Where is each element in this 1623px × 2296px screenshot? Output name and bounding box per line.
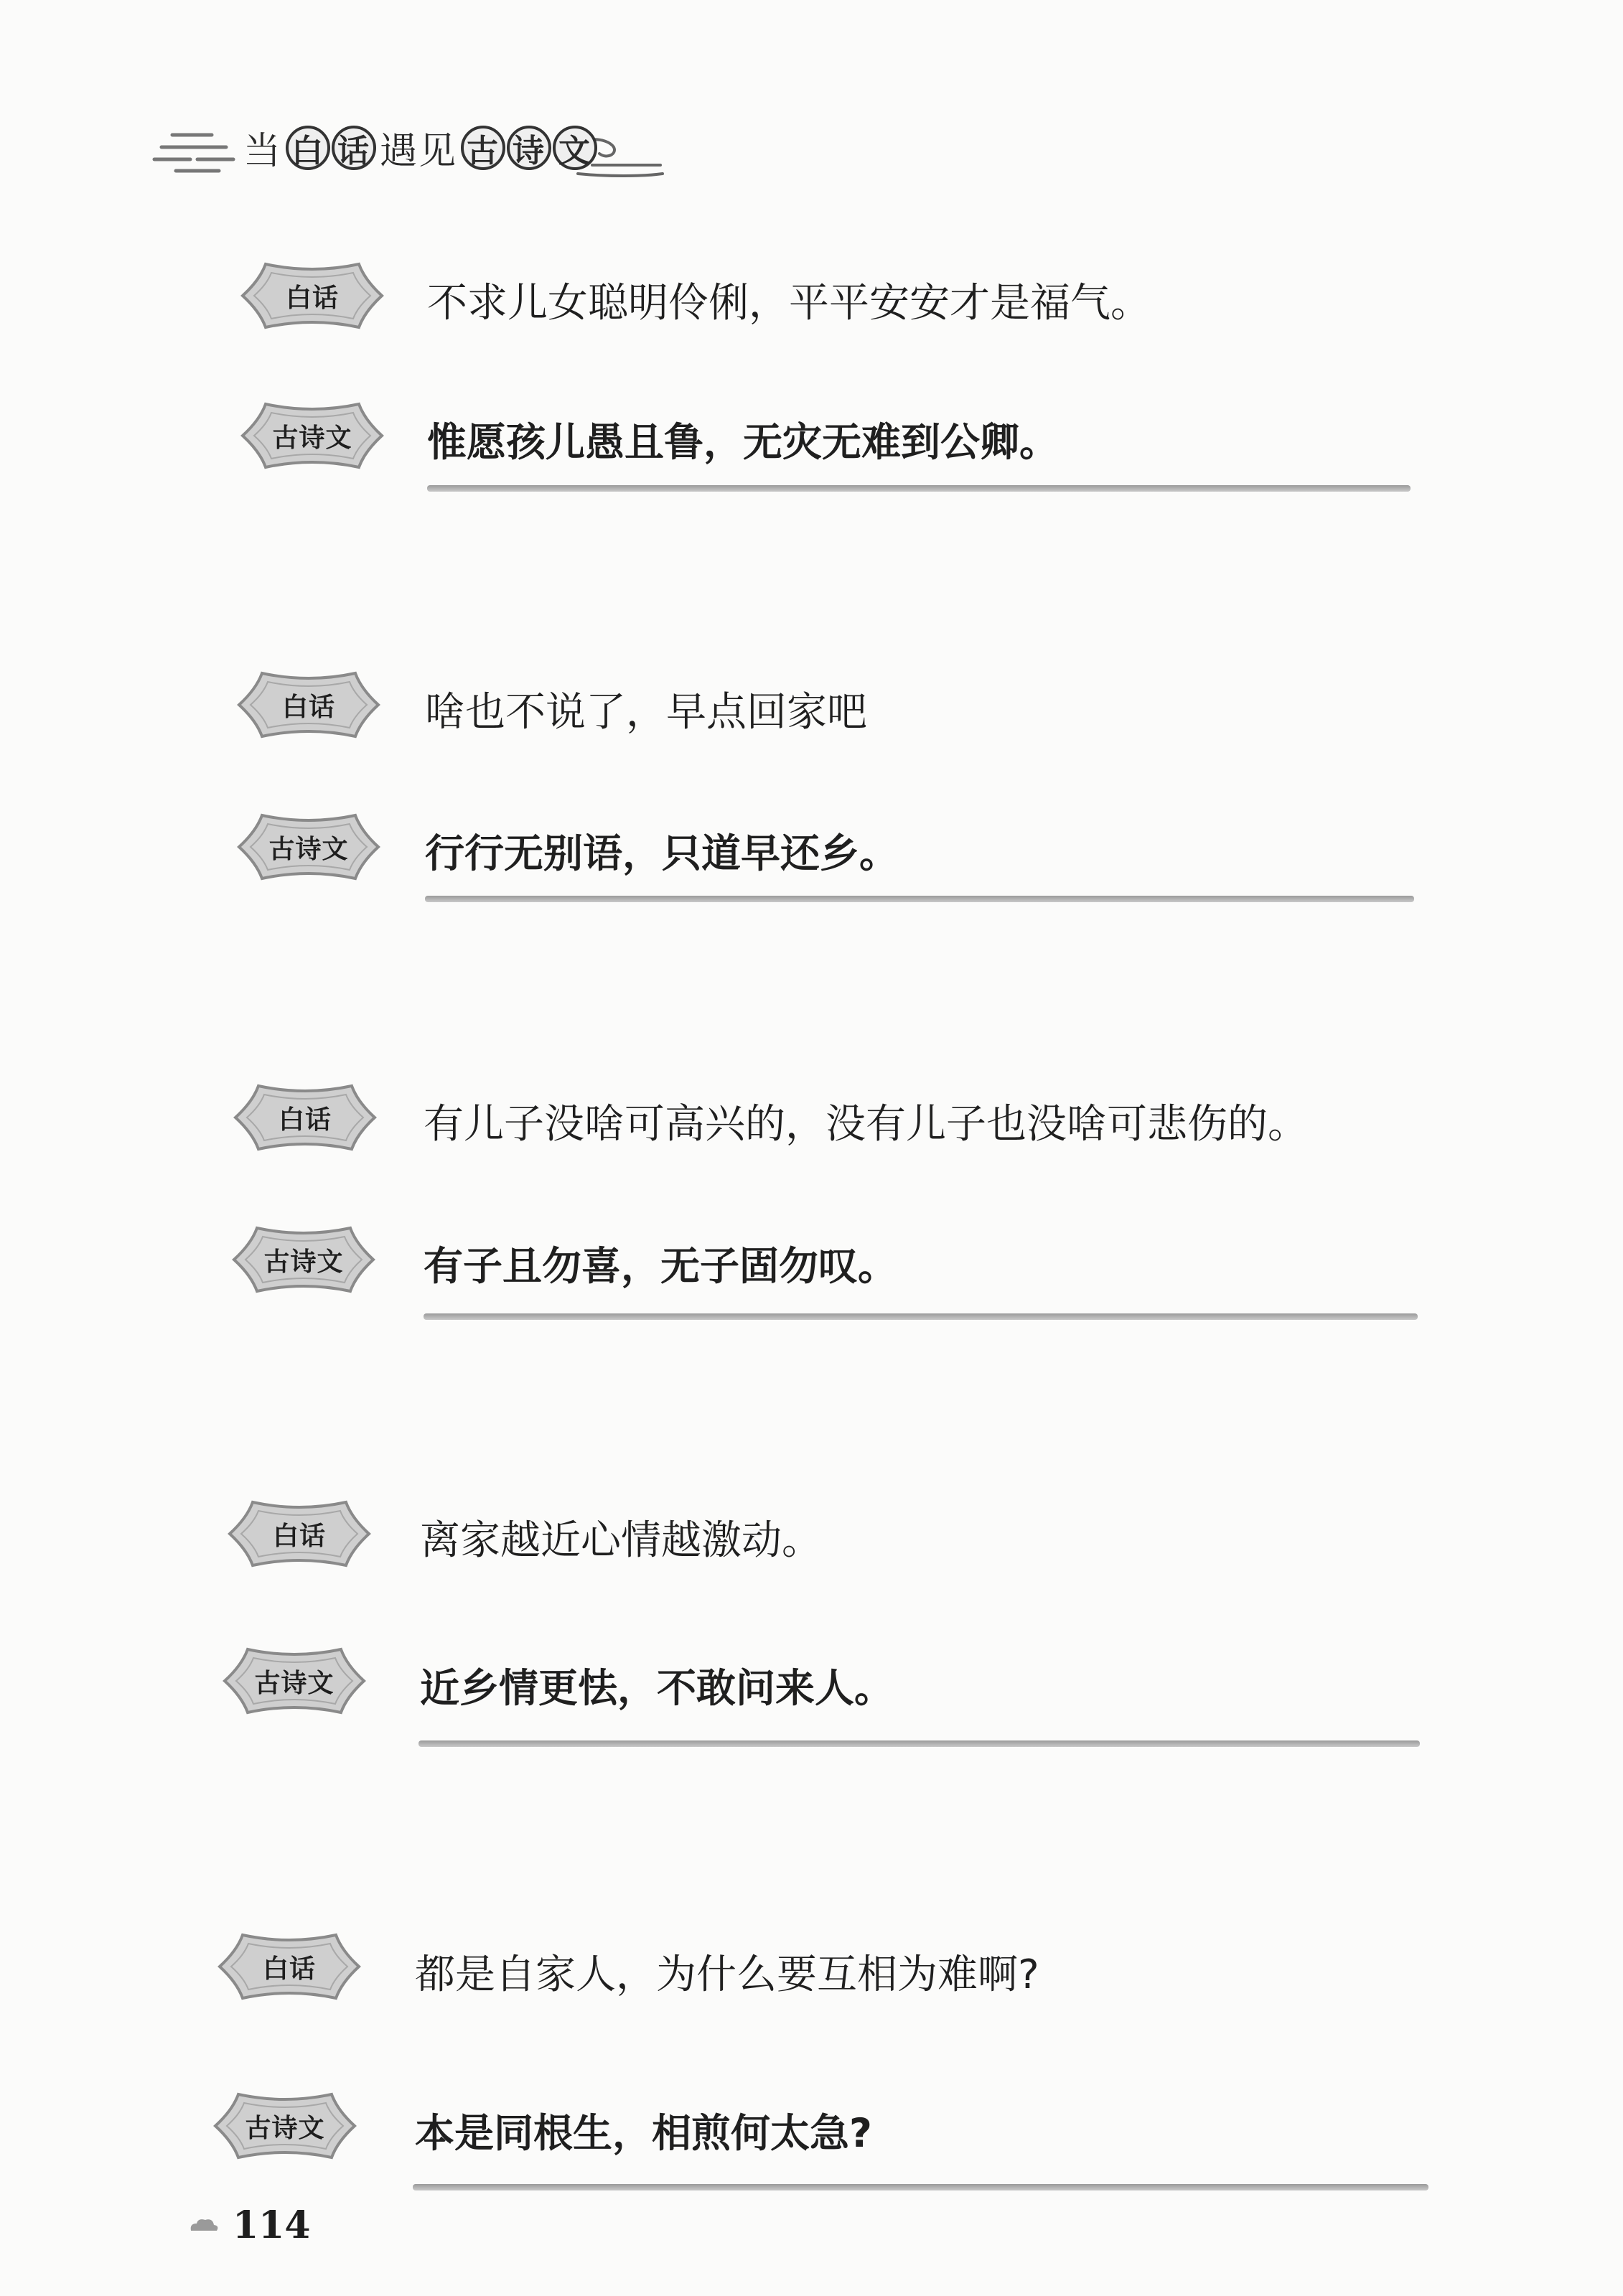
baihua-label: 白话 (272, 1521, 326, 1551)
gushiwen-text: 惟愿孩儿愚且鲁，无灾无难到公卿。 (427, 419, 1060, 465)
baihua-label-badge (237, 258, 388, 333)
baihua-text: 都是自家人，为什么要互相为难啊? (415, 1951, 1039, 1998)
gushiwen-label-badge (233, 810, 384, 884)
gushiwen-label-badge (219, 1644, 370, 1718)
header-badge-gu: 古 (461, 126, 505, 170)
gushiwen-text: 近乡情更怯，不敢问来人。 (420, 1665, 894, 1711)
baihua-label: 白话 (278, 1105, 332, 1135)
header-title (240, 121, 598, 174)
gushiwen-text: 行行无别语，只道早还乡。 (425, 830, 899, 876)
header-badge-bai: 白 (286, 126, 330, 170)
baihua-text: 啥也不说了，早点回家吧 (425, 689, 867, 736)
header-badge-wen: 文 (553, 126, 597, 170)
baihua-label-badge (230, 1080, 380, 1155)
baihua-label: 白话 (262, 1954, 316, 1984)
baihua-label-badge (224, 1496, 375, 1571)
page-number: 114 (233, 2203, 311, 2247)
gushiwen-label: 古诗文 (254, 1668, 335, 1698)
baihua-text: 不求儿女聪明伶俐，平平安安才是福气。 (427, 280, 1151, 327)
gushiwen-label: 古诗文 (263, 1247, 344, 1277)
running-header (147, 108, 664, 187)
gushiwen-text: 有子且勿喜，无子固勿叹。 (424, 1243, 898, 1289)
header-badge-shi: 诗 (507, 126, 551, 170)
gushiwen-label-badge (228, 1222, 379, 1297)
header-text-dang: 当 (243, 130, 283, 173)
gushiwen-label: 古诗文 (268, 834, 349, 864)
baihua-label-badge (233, 667, 384, 742)
gushiwen-label-badge (210, 2089, 360, 2163)
divider-rule (427, 485, 1411, 492)
baihua-text: 离家越近心情越激动。 (420, 1517, 822, 1564)
divider-rule (425, 896, 1414, 902)
gushiwen-label: 古诗文 (272, 423, 352, 453)
baihua-text: 有儿子没啥可高兴的，没有儿子也没啥可悲伤的。 (424, 1101, 1308, 1148)
baihua-label: 白话 (285, 283, 339, 313)
cloud-ornament-icon (188, 2216, 220, 2235)
baihua-label: 白话 (281, 692, 335, 722)
page-footer (188, 2203, 311, 2247)
gushiwen-label: 古诗文 (245, 2113, 325, 2143)
gushiwen-label-badge (237, 398, 388, 473)
header-badge-hua: 话 (332, 126, 376, 170)
baihua-label-badge (214, 1929, 365, 2004)
divider-rule (418, 1740, 1420, 1747)
divider-rule (413, 2184, 1428, 2190)
gushiwen-text: 本是同根生，相煎何太急? (415, 2110, 872, 2156)
divider-rule (424, 1313, 1418, 1320)
header-text-yujian: 遇见 (380, 130, 458, 173)
